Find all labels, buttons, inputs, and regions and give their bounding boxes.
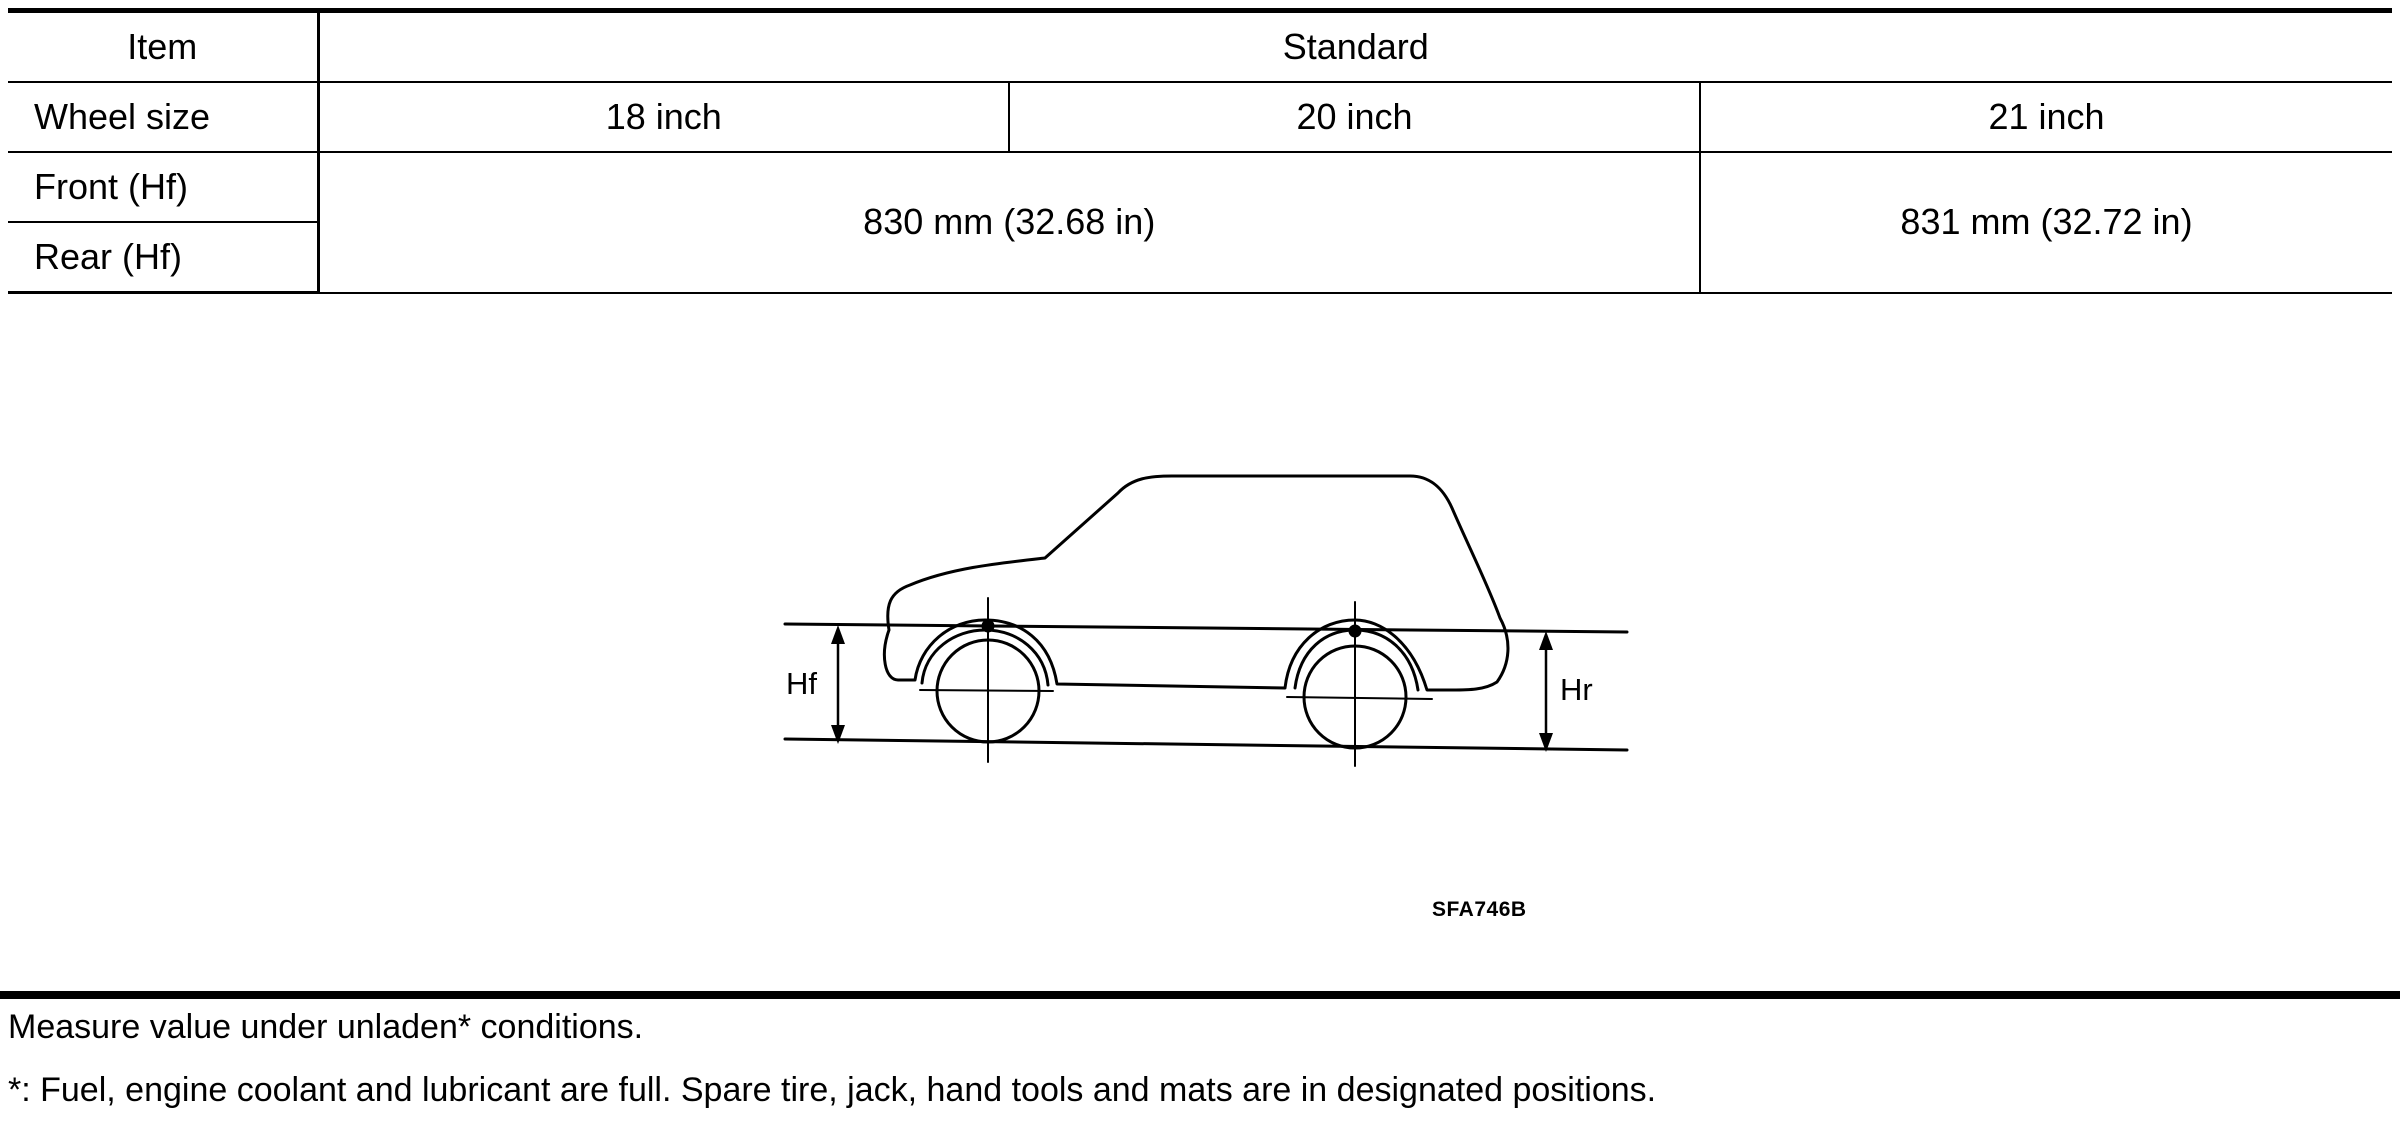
item-header: Item <box>8 11 318 83</box>
wheel-size-label: Wheel size <box>8 82 318 152</box>
front-wheel-horizontal-axis <box>920 690 1053 691</box>
front-height-arrow-top <box>831 625 845 644</box>
front-height-label: Hf <box>786 666 817 701</box>
wheel-size-21: 21 inch <box>1700 82 2392 152</box>
value-21-inch: 831 mm (32.72 in) <box>1700 152 2392 293</box>
front-wheel-arch <box>922 630 1048 685</box>
figure-code: SFA746B <box>1432 898 1527 921</box>
rear-height-arrow-top <box>1539 631 1553 650</box>
standard-header: Standard <box>318 11 2392 83</box>
value-18-20-inch: 830 mm (32.68 in) <box>318 152 1700 293</box>
wheel-size-row <box>8 82 2392 152</box>
car-body-outline <box>884 476 1508 690</box>
front-label: Front (Hf) <box>8 152 318 222</box>
rear-wheel-center-mark <box>1350 626 1360 636</box>
spec-table <box>8 8 2392 294</box>
unladen-definition-note: *: Fuel, engine coolant and lubricant are full. Spare tire, jack, hand tools and mats are in designated positions. <box>8 1071 1657 1109</box>
wheel-size-20: 20 inch <box>1009 82 1700 152</box>
rear-label: Rear (Hf) <box>8 222 318 293</box>
table-header-row <box>8 11 2392 83</box>
upper-reference-line <box>785 624 1627 632</box>
front-wheel-center-mark <box>983 621 993 631</box>
wheel-size-18: 18 inch <box>318 82 1009 152</box>
notes-divider <box>0 991 2400 999</box>
rear-height-label: Hr <box>1560 672 1593 707</box>
front-row <box>8 152 2392 222</box>
rear-wheel-horizontal-axis <box>1287 697 1432 699</box>
ride-height-diagram <box>770 450 1650 780</box>
ground-line <box>785 739 1627 750</box>
measure-note: Measure value under unladen* conditions. <box>8 1008 644 1046</box>
